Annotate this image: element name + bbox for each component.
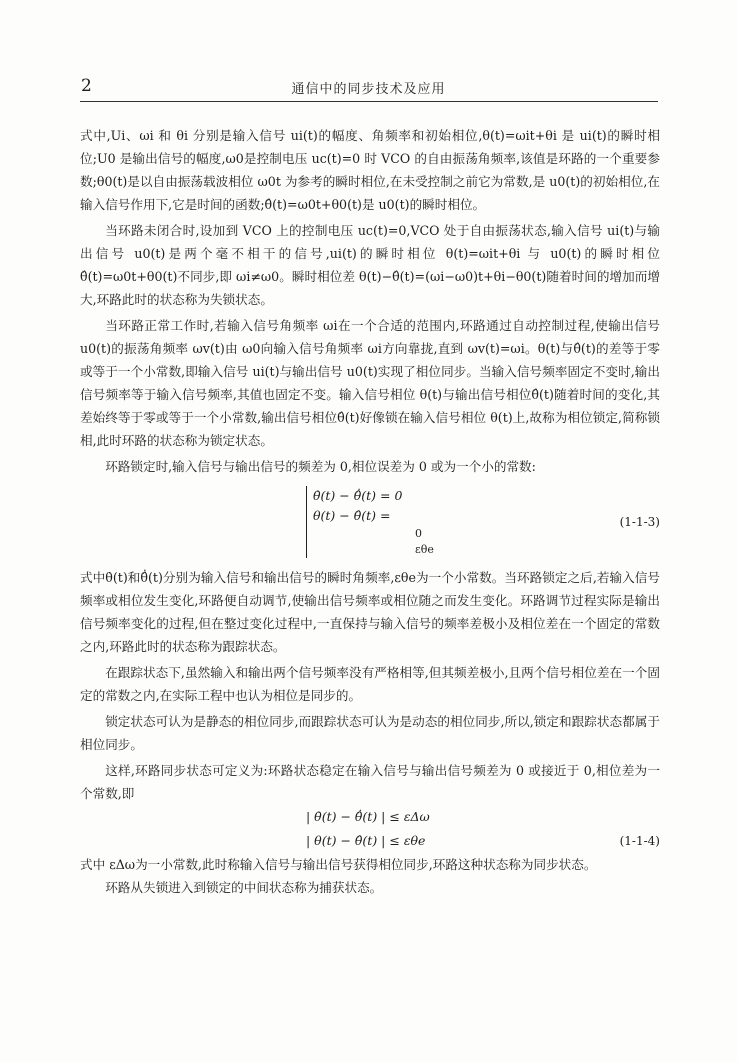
paragraph: 式中,Ui、ωi 和 θi 分别是输入信号 ui(t)的幅度、角频率和初始相位,θ(t)=ωit+θi 是 ui(t)的瞬时相位;U0 是输出信号的幅度,ω0是控制电压 uc(t)=0 时 VCO 的自由振荡角频率,该值是环路的一个重要参数;θ0(t)是以自由振荡载波相位 ω0t 为参考的瞬时相位,在未受控制之前它为常数,是 u0(t)的初始相位,在输入信号作用下,它是时间的函数;θ̂(t)=ω0t+θ0(t)是 u0(t)的瞬时相位。 bbox=[80, 128, 660, 212]
header-rule bbox=[80, 101, 658, 102]
equation-system bbox=[306, 486, 434, 558]
equation-line: θ(t) − θ̂(t) = bbox=[313, 508, 391, 523]
equation-1-1-3 bbox=[80, 484, 660, 560]
equation-line: θ̇(t) − θ̂̇(t) = 0 bbox=[313, 488, 403, 503]
paragraph: 锁定状态可认为是静态的相位同步,而跟踪状态可认为是动态的相位同步,所以,锁定和跟踪状态都属于相位同步。 bbox=[80, 714, 660, 752]
paragraph: 当环路正常工作时,若输入信号角频率 ωi在一个合适的范围内,环路通过自动控制过程,使输出信号 u0(t)的振荡角频率 ωv(t)由 ω0向输入信号角频率 ωi方向靠拢,直到 ωv(t)=ωi。θ(t)与θ̂(t)的差等于零或等于一个小常数,即输入信号 ui(t)与输出信号 u0(t)实现了相位同步。当输入信号频率固定不变时,输出信号频率等于输入信号频率,其值也固定不变。输入信号相位 θ(t)与输出信号相位θ̂(t)随着时间的变化,其差始终等于零或等于一个小常数,输出信号相位θ̂(t)好像锁在输入信号相位 θ(t)上,故称为相位锁定,简称锁相,此时环路的状态称为锁定状态。 bbox=[80, 318, 660, 448]
paragraph: 环路锁定时,输入信号与输出信号的频差为 0,相位误差为 0 或为一个小的常数: bbox=[105, 459, 536, 474]
paragraph: 环路从失锁进入到锁定的中间状态称为捕获状态。 bbox=[105, 880, 383, 895]
paragraph: 当环路未闭合时,设加到 VCO 上的控制电压 uc(t)=0,VCO 处于自由振荡状态,输入信号 ui(t)与输出信号 u0(t)是两个毫不相干的信号,ui(t)的瞬时相位 θ(t)=ωit+θi 与 u0(t)的瞬时相位θ̂(t)=ω0t+θ0(t)不同步,即 ωi≠ω0。瞬时相位差 θ(t)−θ̂(t)=(ωi−ω0)t+θi−θ0(t)随着时间的增加而增大,环路此时的状态称为失锁状态。 bbox=[80, 223, 660, 307]
equation-number: (1-1-4) bbox=[619, 834, 660, 848]
equation-case: 0 bbox=[415, 527, 422, 540]
paragraph: 式中θ̇(t)和θ̂̇(t)分别为输入信号和输出信号的瞬时角频率,εθe为一个小常数。当环路锁定之后,若输入信号频率或相位发生变化,环路便自动调节,使输出信号频率或相位随之而发生变化。环路调节过程实际是输出信号频率变化的过程,但在整过变化过程中,一直保持与输入信号的频率差极小及相位差在一个固定的常数之内,环路此时的状态称为跟踪状态。 bbox=[80, 570, 660, 654]
equation-number: (1-1-3) bbox=[619, 514, 660, 529]
equation-case: εθe bbox=[415, 543, 434, 556]
paragraph: 式中 εΔω为一小常数,此时称输入信号与输出信号获得相位同步,环路这种状态称为同步状态。 bbox=[80, 857, 597, 872]
equation-line: | θ̇(t) − θ̂̇(t) | ≤ εΔω bbox=[306, 809, 430, 824]
equation-line: | θ(t) − θ̂(t) | ≤ εθe bbox=[306, 833, 426, 848]
running-title: 通信中的同步技术及应用 bbox=[291, 82, 446, 97]
body-text bbox=[80, 124, 660, 899]
page-number: 2 bbox=[81, 76, 92, 96]
equation-1-1-4 bbox=[80, 805, 660, 853]
paragraph: 这样,环路同步状态可定义为:环路状态稳定在输入信号与输出信号频差为 0 或接近于 0,相位差为一个常数,即 bbox=[80, 763, 660, 801]
paragraph: 在跟踪状态下,虽然输入和输出两个信号频率没有严格相等,但其频差极小,且两个信号相位差在一个固定的常数之内,在实际工程中也认为相位是同步的。 bbox=[80, 665, 660, 703]
